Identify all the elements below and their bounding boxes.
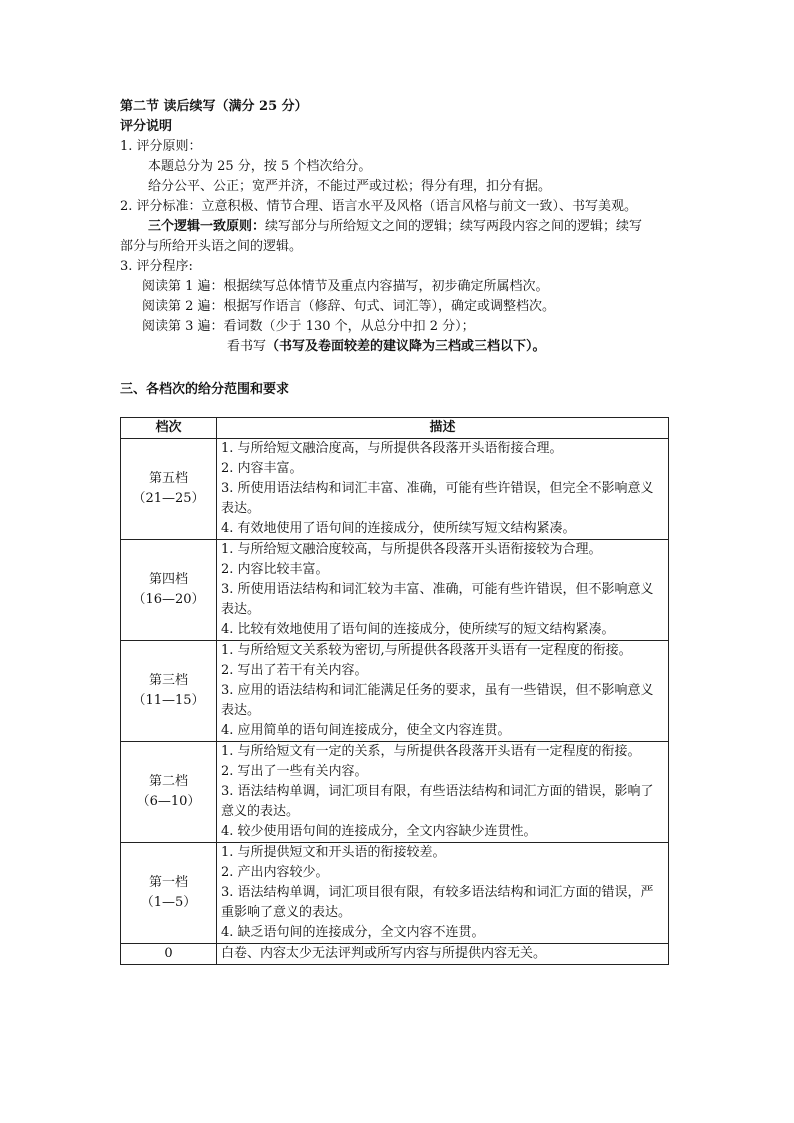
section-title-main: 第二节 读后续写 <box>120 99 216 114</box>
grade-level-cell <box>121 742 217 843</box>
grade-table <box>120 417 669 965</box>
handwriting-rule: （书写及卷面较差的建议降为三档或三档以下）。 <box>266 339 546 354</box>
grade-level-cell <box>121 843 217 944</box>
table-header-row <box>121 418 669 439</box>
grade-level-name: 第一档 <box>148 875 188 890</box>
col-header-level: 档次 <box>121 418 217 439</box>
desc-item: 1. 与所给短文关系较为密切,与所提供各段落开头语有一定程度的衔接。 <box>221 643 632 658</box>
standards-line-2 <box>148 217 642 237</box>
desc-item: 2. 写出了若干有关内容。 <box>221 663 368 678</box>
grade-desc-zero: 白卷、内容太少无法评判或所写内容与所提供内容无关。 <box>217 944 669 965</box>
desc-item: 2. 产出内容较少。 <box>221 865 329 880</box>
procedure-read-2: 阅读第 2 遍：根据写作语言（修辞、句式、词汇等），确定或调整档次。 <box>142 299 556 314</box>
table-row <box>121 944 669 965</box>
grade-level-name: 第三档 <box>148 673 188 688</box>
grade-level-range: （6—10） <box>136 794 201 809</box>
principles-heading: 1. 评分原则： <box>120 139 202 154</box>
grade-desc-cell <box>217 742 669 843</box>
principles-line-2: 给分公平、公正；宽严并济，不能过严或过松；得分有理，扣分有据。 <box>148 179 552 194</box>
table-row <box>121 742 669 843</box>
procedure-handwriting <box>227 337 546 357</box>
grade-level-range: （1—5） <box>140 895 197 910</box>
grade-level-name: 第二档 <box>148 774 188 789</box>
section-title-score: （满分 25 分） <box>215 99 308 114</box>
desc-item: 3. 语法结构单调，词汇项目很有限，有较多语法结构和词汇方面的错误，严重影响了意义的表达。 <box>221 885 654 920</box>
section-title <box>120 97 308 117</box>
grade-level-name: 第四档 <box>148 572 188 587</box>
desc-item: 1. 与所给短文融洽度高，与所提供各段落开头语衔接合理。 <box>221 441 563 456</box>
standards-line-3: 部分与所给开头语之间的逻辑。 <box>120 239 303 254</box>
desc-item: 2. 内容比较丰富。 <box>221 562 329 577</box>
grade-level-cell <box>121 641 217 742</box>
grade-desc-cell <box>217 540 669 641</box>
desc-item: 2. 内容丰富。 <box>221 461 303 476</box>
grade-level-range: （21—25） <box>132 491 205 506</box>
desc-item: 1. 与所给短文有一定的关系，与所提供各段落开头语有一定程度的衔接。 <box>221 744 641 759</box>
table-row <box>121 540 669 641</box>
procedure-heading: 3. 评分程序: <box>120 259 193 274</box>
procedure-read-3: 阅读第 3 遍：看词数（少于 130 个，从总分中扣 2 分）； <box>142 319 475 334</box>
grade-desc-cell <box>217 843 669 944</box>
grade-level-zero: 0 <box>121 944 217 965</box>
standards-line-1: 2. 评分标准：立意积极、情节合理、语言水平及风格（语言风格与前文一致）、书写美观。 <box>120 199 638 214</box>
grade-level-cell <box>121 439 217 540</box>
table-row <box>121 843 669 944</box>
col-header-desc: 描述 <box>217 418 669 439</box>
desc-item: 1. 与所给短文融洽度较高，与所提供各段落开头语衔接较为合理。 <box>221 542 602 557</box>
procedure-read-1: 阅读第 1 遍：根据续写总体情节及重点内容描写，初步确定所属档次。 <box>142 279 549 294</box>
desc-item: 4. 有效地使用了语句间的连接成分，使所续写短文结构紧凑。 <box>221 521 576 536</box>
desc-item: 4. 缺乏语句间的连接成分，全文内容不连贯。 <box>221 925 485 940</box>
desc-item: 4. 应用简单的语句间连接成分，使全文内容连贯。 <box>221 723 511 738</box>
desc-item: 3. 所使用语法结构和词汇较为丰富、准确，可能有些许错误，但不影响意义表达。 <box>221 582 654 617</box>
desc-item: 3. 语法结构单调，词汇项目有限，有些语法结构和词汇方面的错误，影响了意义的表达。 <box>221 784 654 819</box>
grade-level-cell <box>121 540 217 641</box>
principles-line-1: 本题总分为 25 分，按 5 个档次给分。 <box>148 159 372 174</box>
desc-item: 1. 与所提供短文和开头语的衔接较差。 <box>221 845 446 860</box>
desc-item: 3. 所使用语法结构和词汇丰富、准确，可能有些许错误，但完全不影响意义表达。 <box>221 481 654 516</box>
desc-item: 4. 较少使用语句间的连接成分，全文内容缺少连贯性。 <box>221 824 537 839</box>
table-row <box>121 641 669 742</box>
grade-level-range: （11—15） <box>132 693 205 708</box>
table-row <box>121 439 669 540</box>
scoring-notes-heading: 评分说明 <box>120 119 173 134</box>
logic-principle-text: 续写部分与所给短文之间的逻辑；续写两段内容之间的逻辑；续写 <box>265 219 643 234</box>
logic-principle-label: 三个逻辑一致原则： <box>148 219 266 234</box>
desc-item: 2. 写出了一些有关内容。 <box>221 764 368 779</box>
grade-section-heading: 三、各档次的给分范围和要求 <box>120 382 290 397</box>
grade-desc-cell <box>217 439 669 540</box>
grade-desc-cell <box>217 641 669 742</box>
grade-level-range: （16—20） <box>132 592 205 607</box>
desc-item: 4. 比较有效地使用了语句间的连接成分，使所续写的短文结构紧凑。 <box>221 622 615 637</box>
desc-item: 3. 应用的语法结构和词汇能满足任务的要求，虽有一些错误，但不影响意义表达。 <box>221 683 654 718</box>
handwriting-label: 看书写 <box>227 339 267 354</box>
grade-level-name: 第五档 <box>148 471 188 486</box>
